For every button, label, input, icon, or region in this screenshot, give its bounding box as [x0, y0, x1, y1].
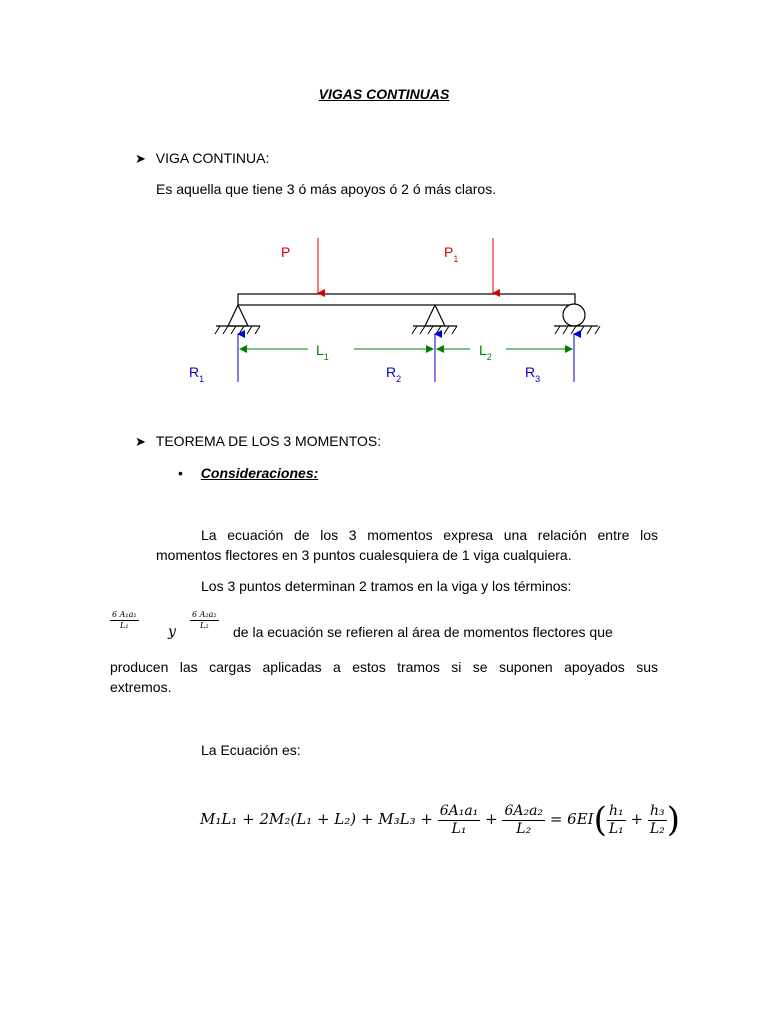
fraction-term-1: $\frac{\text{6 A₁a₁}}{\text{L₁}}$ — [112, 610, 137, 630]
para4-line1: producen las cargas aplicadas a estos tramos si se suponen apoyados sus — [110, 659, 658, 675]
connector-y: y — [168, 624, 176, 640]
beam — [238, 294, 575, 305]
reaction-label-r2: $R_2$ — [386, 364, 402, 384]
pin-support-2 — [412, 305, 457, 334]
dot-bullet-icon: • — [178, 465, 183, 481]
load-label-p: P — [281, 244, 291, 260]
equation-fraction-3: $\frac{\text{h₁}}{\text{L₁}}$ — [608, 802, 624, 837]
span-label-l1: $L_1$ — [316, 342, 329, 362]
equation-fraction-1: $\frac{\text{6A₁a₁}}{\text{L₁}}$ — [439, 802, 479, 837]
page-title: VIGAS CONTINUAS — [318, 86, 450, 102]
roller-support-3 — [554, 304, 600, 334]
three-moments-equation: M₁L₁ + 2M₂(L₁ + L₂) + M₃L₃ + $\frac{\text{6A₁a₁}}{\text{L₁}}$ + $\frac{\text{6A₂a₂}}{\text{L₂}}$ = 6EI( $\frac{\text{h₁}}{\text{L₁}}$ + $\frac{\text{h₃}}{\text{L₂}}$ ) — [200, 800, 681, 840]
continuous-beam-diagram — [180, 230, 620, 390]
bullet-viga-continua — [135, 148, 269, 169]
para3-tail: de la ecuación se refieren al área de momentos flectores que — [233, 624, 613, 640]
close-paren: ) — [666, 800, 681, 840]
bullet-teorema — [135, 431, 381, 452]
section1-heading: VIGA CONTINUA: — [155, 150, 270, 166]
reaction-label-r3: $R_3$ — [525, 364, 541, 384]
pin-support-1 — [215, 305, 260, 334]
equation-plus: + — [485, 810, 498, 828]
section2-heading: TEOREMA DE LOS 3 MOMENTOS: — [155, 433, 382, 449]
equation-intro: La Ecuación es: — [201, 742, 301, 758]
equation-equals: = 6EI — [549, 810, 594, 828]
para1-line2: momentos flectores en 3 puntos cualesquiera de 1 viga cualquiera. — [156, 547, 572, 563]
para4-line2: extremos. — [110, 679, 172, 695]
arrow-bullet-icon: ➤ — [135, 434, 146, 449]
load-label-p1: $P_1$ — [444, 244, 459, 264]
open-paren: ( — [593, 800, 607, 840]
equation-lhs: M₁L₁ + 2M₂(L₁ + L₂) + M₃L₃ + — [200, 810, 433, 828]
definition-text: Es aquella que tiene 3 ó más apoyos ó 2 ó más claros. — [156, 181, 497, 197]
consideraciones-label: Consideraciones: — [200, 465, 319, 481]
arrow-bullet-icon: ➤ — [135, 151, 146, 166]
equation-fraction-2: $\frac{\text{6A₂a₂}}{\text{L₂}}$ — [504, 802, 544, 837]
sub-bullet-consideraciones — [178, 463, 318, 483]
equation-fraction-4: $\frac{\text{h₃}}{\text{L₂}}$ — [649, 802, 665, 837]
span-label-l2: $L_2$ — [479, 342, 492, 362]
fraction-term-2: $\frac{\text{6 A₂a₂}}{\text{L₂}}$ — [192, 610, 217, 630]
para1-line1: La ecuación de los 3 momentos expresa una relación entre los — [201, 527, 658, 543]
para2: Los 3 puntos determinan 2 tramos en la viga y los términos: — [201, 578, 572, 594]
reaction-label-r1: $R_1$ — [189, 364, 205, 384]
